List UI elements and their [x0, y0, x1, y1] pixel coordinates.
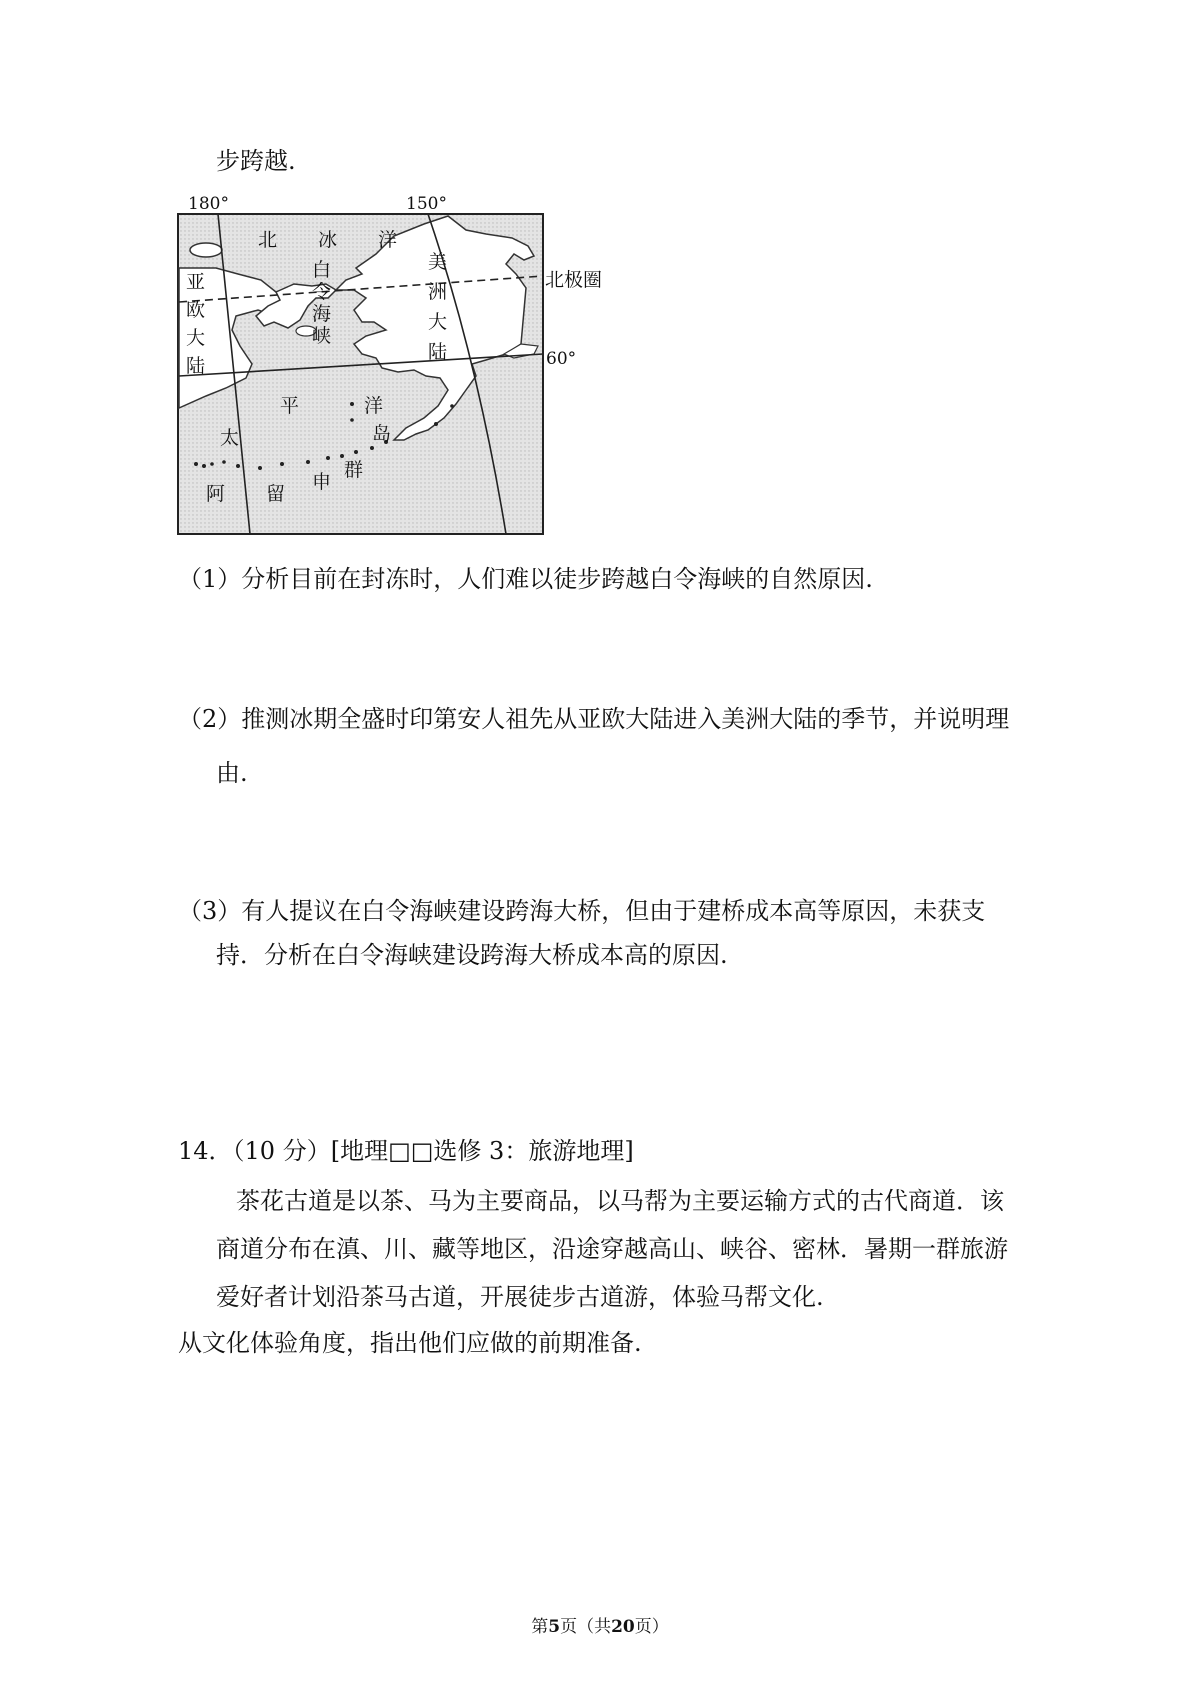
lon-label-150: 150° — [406, 194, 447, 214]
lon-label-180: 180° — [188, 194, 229, 214]
q14-paragraph-line-2: 商道分布在滇、川、藏等地区，沿途穿越高山、峡谷、密林．暑期一群旅游 — [216, 1235, 1008, 1263]
footer-total-pages: 20 — [611, 1617, 635, 1637]
pacific-char-2: 平 — [280, 395, 300, 417]
page-footer — [0, 1612, 1200, 1637]
bering-strait-map — [176, 194, 616, 546]
pacific-char-1: 太 — [220, 427, 240, 449]
bering-char-4: 峡 — [312, 325, 332, 347]
lat-label-60: 60° — [546, 349, 577, 369]
pacific-char-3: 洋 — [364, 395, 384, 417]
eurasia-char-3: 大 — [186, 327, 206, 349]
bering-char-1: 白 — [312, 259, 332, 281]
aleutian-char-5: 岛 — [372, 423, 392, 445]
question-1: （1）分析目前在封冻时，人们难以徒步跨越白令海峡的自然原因. — [178, 565, 873, 593]
aleutian-char-3: 申 — [312, 471, 332, 493]
america-char-4: 陆 — [428, 341, 448, 363]
footer-page-number: 5 — [548, 1617, 561, 1637]
america-char-1: 美 — [428, 251, 448, 273]
aleutian-char-4: 群 — [344, 459, 364, 481]
arctic-circle-label: 北极圈 — [545, 269, 603, 291]
bering-char-3: 海 — [312, 303, 332, 325]
america-char-3: 大 — [428, 311, 448, 333]
question-3-line-1: （3）有人提议在白令海峡建设跨海大桥，但由于建桥成本高等原因，未获支 — [178, 897, 986, 925]
eurasia-char-1: 亚 — [186, 271, 206, 293]
arctic-ocean-char-3: 洋 — [378, 229, 398, 251]
q14-question: 从文化体验角度，指出他们应做的前期准备. — [178, 1329, 642, 1357]
eurasia-char-4: 陆 — [186, 355, 206, 377]
q14-paragraph-line-3: 爱好者计划沿茶马古道，开展徒步古道游，体验马帮文化. — [216, 1283, 824, 1311]
footer-prefix: 第 — [531, 1617, 549, 1637]
question-2-line-2: 由. — [216, 759, 248, 787]
arctic-island — [190, 243, 222, 257]
america-char-2: 洲 — [428, 281, 448, 303]
question-2-line-1: （2）推测冰期全盛时印第安人祖先从亚欧大陆进入美洲大陆的季节，并说明理 — [178, 705, 1010, 733]
arctic-ocean-char-1: 北 — [258, 229, 278, 251]
bering-char-2: 令 — [312, 281, 332, 303]
arctic-ocean-char-2: 冰 — [318, 229, 338, 251]
footer-middle: 页（共 — [560, 1617, 612, 1637]
aleutian-char-1: 阿 — [206, 483, 226, 505]
eurasia-char-2: 欧 — [186, 299, 206, 321]
question-3-line-2: 持．分析在白令海峡建设跨海大桥成本高的原因. — [216, 941, 728, 969]
footer-suffix: 页） — [634, 1617, 669, 1637]
aleutian-char-2: 留 — [266, 483, 286, 505]
q14-header: 14．（10 分）[地理□□选修 3：旅游地理] — [178, 1137, 634, 1165]
q14-paragraph-line-1: 茶花古道是以茶、马为主要商品，以马帮为主要运输方式的古代商道．该 — [236, 1187, 1004, 1215]
intro-tail-text: 步跨越. — [216, 147, 296, 175]
